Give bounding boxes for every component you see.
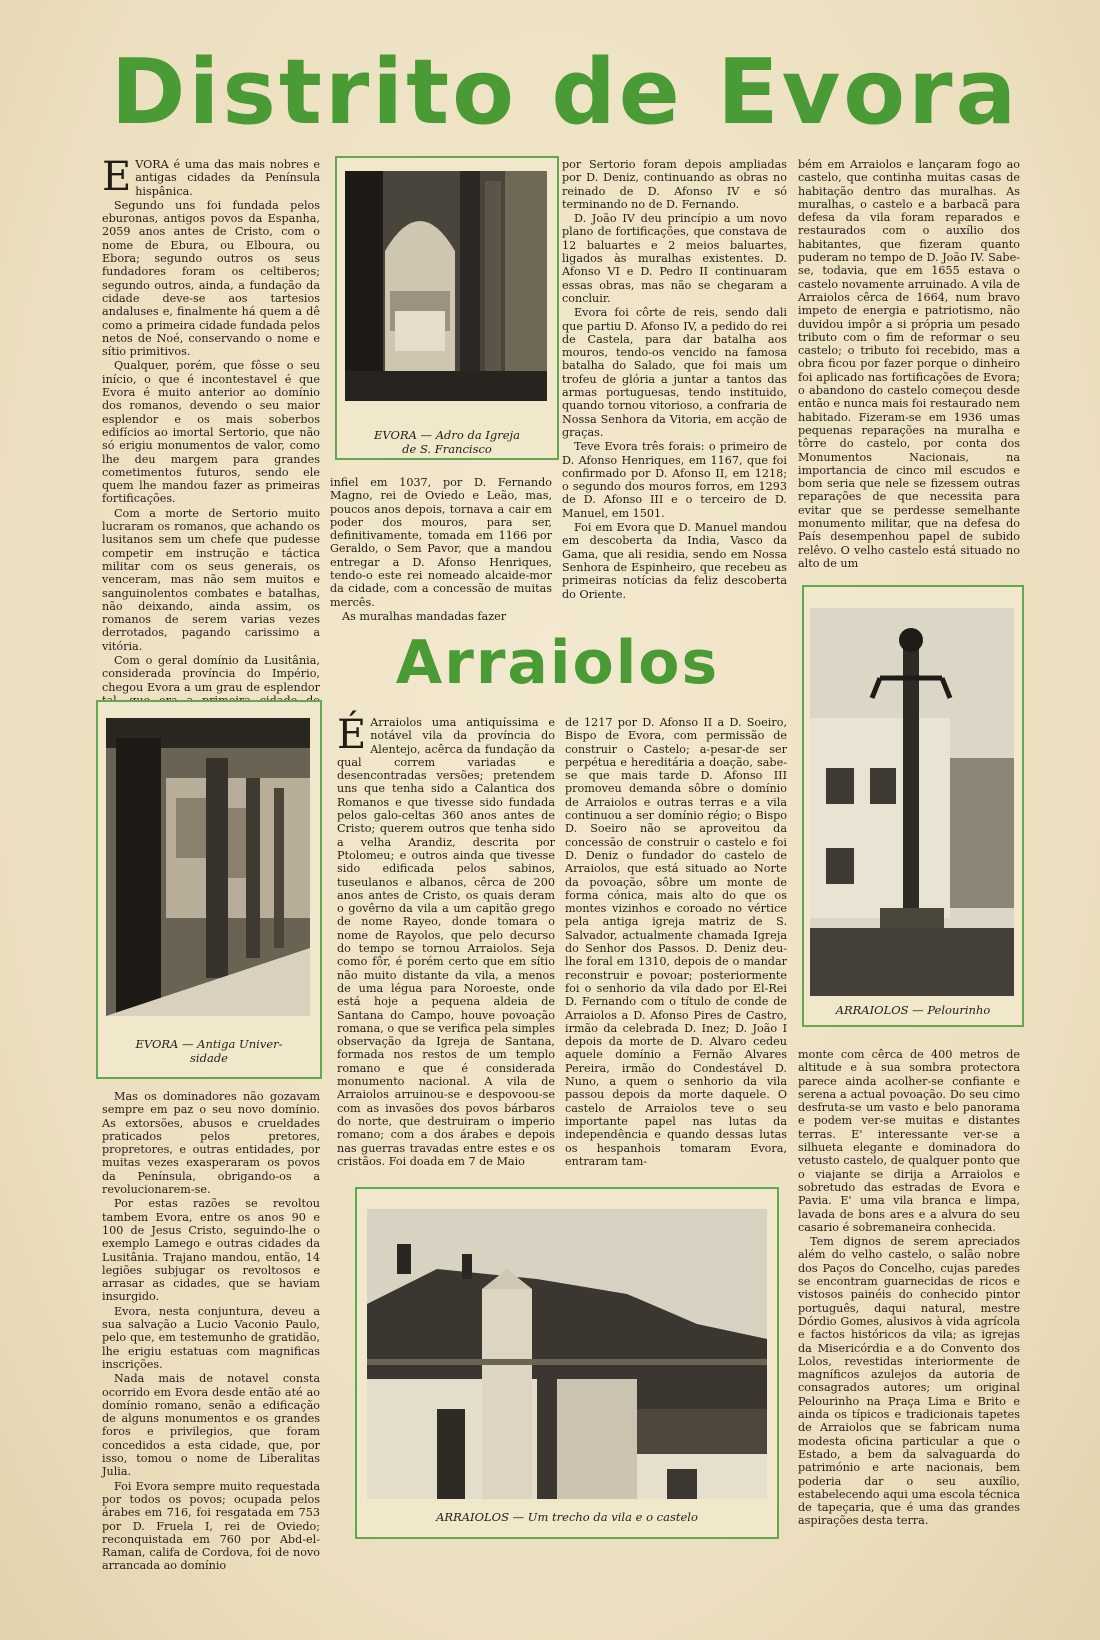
- arraiolos-paragraph-3: monte com cêrca de 400 metros de altitude e à sua sombra protectora parece ainda acolher-se confiante e serena a actual povoação. Do seu cimo desfruta-se um vasto e belo panorama e podem ver-se muitas e distantes terras. E' interessante ver-se a silhueta elegante e dominadora do vetusto castelo, de qualquer ponto que o viajante se dirija a Arraiolos e sobretudo das estradas de Evora e Pavia. E' uma vila branca e limpa, lavada de bons ares e a alvura do seu casario é sobremaneira conhecida.: [798, 1048, 1020, 1234]
- page-title: Distrito de Evora: [110, 40, 1020, 145]
- evora-paragraph-18: bém em Arraiolos e lançaram fogo ao castelo, que continha muitas casas de habitação dentro das muralhas. As muralhas, o castelo e a barbacã para defesa da vila foram reparados e restaurados com o auxílio dos habitantes, que fizeram quanto puderam no tempo de D. João IV. Sabe-se, todavia, que em 1655 estava o castelo novamente arruinado. A vila de Arraiolos cêrca de 1664, num bravo impeto de energia e patriotismo, não duvidou impôr a si própria um pesado tributo com o fim de reformar o seu castelo; o tributo foi recebido, mas a obra ficou por fazer porque o dinheiro foi aplicado nas fortificações de Evora; o abandono do castelo começou desde então e nunca mais foi restaurado nem habitado. Fizeram-se em 1936 umas pequenas reparações na muralha e tôrre do castelo, por conta dos Monumentos Nacionais, na importancia de cinco mil escudos e bom seria que nele se fizessem outras reparações de que necessita para evitar que se perdesse semelhante monumento militar, que na defesa do País desempenhou papel de subido relêvo. O velho castelo está situado no alto de um: [798, 158, 1020, 570]
- photo-pelourinho-image: [810, 608, 1014, 996]
- caption-universidade-line1: EVORA — Antiga Univer-: [135, 1037, 283, 1051]
- evora-paragraph-5: Com o geral domínio da Lusitânia, considerada província do Império, chegou Evora a um grau de esplendor: [102, 653, 320, 694]
- evora-paragraph-17: Foi em Evora que D. Manuel mandou em descoberta da India, Vasco da Gama, que ali residia, sendo em Nossa Senhora de Espinheiro, que recebeu as primeiras notícias da feliz descoberta do Oriente.: [562, 521, 787, 601]
- arraiolos-column-2: [565, 716, 787, 1172]
- caption-adro-line1: EVORA — Adro da Igreja: [374, 428, 520, 442]
- evora-column-4: [798, 158, 1020, 573]
- caption-universidade-line2: sidade: [190, 1051, 228, 1065]
- evora-paragraph-3: Qualquer, porém, que fôsse o seu início, o que é incontestavel é que Evora é muito anterior ao domínio dos romanos, devendo o seu maior esplendor e os mais soberbos edifícios ao imortal Sertorio, que não só erigiu monumentos de valor, como lhe deu margem para grandes cometimentos futuros, sendo ele quem lhe mandou fazer as primeiras fortificações.: [102, 359, 320, 506]
- evora-paragraph-6: Mas os dominadores não gozavam sempre em paz o seu novo domínio. As extorsões, abusos e crueldades praticados pelos pretores, propretores, e outras entidades, por muitas vezes exasperaram os povos da Península, obrigando-os a revolucionarem-se.: [102, 1090, 320, 1197]
- evora-paragraph-1: EVORA é uma das mais nobres e antigas cidades da Península hispânica.: [102, 154, 320, 200]
- arraiolos-paragraph-2: de 1217 por D. Afonso II a D. Soeiro, Bispo de Evora, com permissão de construir o Castelo; a-pesar-de ser perpétua e hereditária a doação, sabe-se que mais tarde D. Afonso III promoveu demanda sôbre o domínio de Arraiolos e outras terras e a vila continuou a ser domínio régio; o Bispo D. Soeiro não se aproveitou da concessão de construir o castelo e foi D. Deniz o fundador do castelo de Arraiolos, que está situado ao Norte da povoação, sôbre um monte de forma cónica, mais alto do que os montes vizinhos e coroado no vértice pela antiga igreja matriz de S. Salvador, actualmente chamada Igreja do Senhor dos Passos. D. Deniz deu-lhe foral em 1310, depois de o mandar reconstruir e povoar; posteriormente foi o senhorio da vila dado por El-Rei D. Fernando com o título de conde de Arraiolos a D. Afonso Pires de Castro, irmão da celebrada D. Inez; D. João I depois da morte de D. Alvaro cedeu aquele domínio a Fernão Alvares Pereira, irmão do Condestável D. Nuno, a quem o senhorio da vila passou depois da morte daquele. O castelo de Arraiolos teve o seu importante papel nas lutas da independência e quando dessas lutas os hespanhois tomaram Evora, entraram tam-: [565, 716, 787, 1168]
- evora-paragraph-10: Foi Evora sempre muito requestada por todos os povos; ocupada pelos árabes em 716, foi resgatada em 753 por D. Fruela I, rei de Oviedo; reconquistada em 760 por Abd-el-Raman, califa de Cordova, foi de novo arrancada ao domínio: [102, 1479, 320, 1573]
- evora-paragraph-11: infiel em 1037, por D. Fernando Magno, rei de Oviedo e Leão, mas, poucos anos depois, tornava a cair em poder dos mouros, para ser, definitivamente, tomada em 1166 por Geraldo, o Sem Pavor, que a mandou entregar a D. Afonso Henriques, tendo-o este rei nomeado alcaide-mor da cidade, com a concessão de muitas mercês.: [330, 476, 552, 609]
- evora-paragraph-14: D. João IV deu princípio a um novo plano de fortificações, que constava de 12 baluartes e 2 meios baluartes, ligados às muralhas existentes. D. Afonso VI e D. Pedro II continuaram essas obras, mas não se chegaram a concluir.: [562, 212, 787, 305]
- caption-adro-line2: de S. Francisco: [402, 442, 492, 456]
- evora-paragraph-7: Por estas razões se revoltou tambem Evora, entre os anos 90 e 100 de Jesus Cristo, seguindo-lhe o exemplo Lamego e outras cidades da Lusitânia. Trajano mandou, então, 14 legiões subjugar os revoltosos e arrasar as cidades, que se haviam insurgido.: [102, 1197, 320, 1304]
- evora-column-1-continued: [102, 1090, 320, 1573]
- arraiolos-column-1: [337, 712, 555, 1172]
- photo-adro-igreja: [335, 156, 559, 460]
- arraiolos-paragraph-1: É Arraiolos uma antiquíssima e notável vila da província do Alentejo, acêrca da fundação da qual correm variadas e desencontradas versões; pretendem uns que tenha sido a Calantica dos Romanos e que tivesse sido fundada pelos galo-celtas 360 anos antes de Cristo; querem outros que tenha sido a velha Arandiz, descrita por Ptolomeu; e outros ainda que tivesse sido edificada pelos sabinos, tuseulanos e albanos, cêrca de 200 anos antes de Cristo, os quais deram o govêrno da vila a um capitão grego de nome Rayeo, donde tomara o nome de Rayolos, que pelo decurso do tempo se tornou Arraiolos. Seja como fôr, é porém certo que em sítio não muito distante da vila, a menos de uma légua para Noroeste, onde está hoje a pequena aldeia de Santana do Campo, houve povoação romana, o que se verifica pela simples observação da Igreja de Santana, formada nos restos de um templo romano e que é considerada monumento nacional. A vila de Arraiolos arruinou-se e despovoou-se com as invasões dos povos bárbaros do norte, que destruiram o imperio romano; com a dos árabes e depois nas guerras travadas entre estes e os cristãos. Foi doada em 7 de Maio: [337, 712, 555, 1168]
- photo-universidade-image: [106, 718, 310, 1016]
- drop-cap: E: [102, 154, 132, 200]
- evora-paragraph-9: Nada mais de notavel consta ocorrido em Evora desde então até ao domínio romano, senão a edificação de alguns monumentos e os grandes foros e privilegios, que foram concedidos a esta cidade, que, por isso, tomou o nome de Liberalitas Julia.: [102, 1372, 320, 1479]
- photo-antiga-universidade: [96, 700, 322, 1079]
- evora-paragraph-12: As muralhas mandadas fazer: [342, 609, 507, 623]
- caption-pelourinho: ARRAIOLOS — Pelourinho: [835, 1003, 991, 1017]
- evora-paragraph-15: Evora foi côrte de reis, sendo dali que partiu D. Afonso IV, a pedido do rei de Castela, para dar batalha aos mouros, tendo-os vencido na famosa batalha do Salado, que foi mais um trofeu de glória a juntar a tantos das armas portuguesas, tendo instituido, quando tornou vitorioso, a confraria de Nossa Senhora da Vitoria, em acção de graças.: [562, 306, 787, 439]
- evora-paragraph-4: Com a morte de Sertorio muito lucraram os romanos, que achando os lusitanos sem um chefe que pudesse competir em instrução e táctica militar com os seus generais, os venceram, mas não sem muitos e sanguinolentos combates e batalhas, não deixando, ainda assim, os romanos de serem varias vezes derrotados, pagando carissimo a vitória.: [102, 506, 320, 653]
- photo-trecho-image: [367, 1209, 767, 1499]
- arraiolos-column-3: [798, 1048, 1020, 1548]
- evora-paragraph-13: por Sertorio foram depois ampliadas por D. Deniz, continuando as obras no reinado de D. Afonso IV e só terminando no de D. Fernando.: [562, 158, 787, 211]
- evora-paragraph-2: Segundo uns foi fundada pelos eburonas, antigos povos da Espanha, 2059 anos antes de Cristo, com o nome de Ebura, ou Elboura, ou Ebora; segundo outros os seus fundadores foram os celtiberos; segundo outros, ainda, a fundação da cidade deve-se aos tartesios andaluses e, finalmente há quem a dê como a primeira cidade fundada pelos netos de Noé, conservando o nome e sítio primitivos.: [102, 198, 320, 359]
- evora-column-2: [330, 476, 552, 626]
- arraiolos-paragraph-4: Tem dignos de serem apreciados além do velho castelo, o salão nobre dos Paços do Concelho, cujas paredes se encontram guarnecidas de ricos e vistosos painéis do conhecido pintor português, daqui natural, mestre Dórdio Gomes, alusivos à vida agrícola e factos históricos da vila; as igrejas da Misericórdia e a do Convento dos Lolos, revestidas interiormente de magníficos azulejos da autoria de consagrados autores; um original Pelourinho na Praça Lima e Brito e ainda os típicos e tradicionais tapetes de Arraiolos que se fabricam numa modesta oficina particular a que o Estado, a bem da salvaguarda do património e arte nacionais, bem poderia dar o seu auxílio, estabelecendo aqui uma escola técnica de tapeçaria, que é uma das grandes aspirações desta terra.: [798, 1235, 1020, 1528]
- caption-trecho: ARRAIOLOS — Um trecho da vila e o castelo: [436, 1510, 698, 1524]
- photo-pelourinho: [802, 585, 1024, 1027]
- photo-trecho-vila-castelo: [355, 1187, 779, 1539]
- section-title-arraiolos: Arraiolos: [395, 628, 720, 698]
- evora-paragraph-8: Evora, nesta conjuntura, deveu a sua salvação a Lucio Vaconio Paulo, pelo que, em testemunho de gratidão, lhe erigiu estatuas com magnificas inscrições.: [102, 1304, 320, 1371]
- evora-paragraph-16: Teve Evora três forais: o primeiro de D. Afonso Henriques, em 1167, que foi confirmado por D. Afonso II, em 1218; o segundo dos mouros forros, em 1293 de D. Afonso III e o terceiro de D. Manuel, em 1501.: [562, 440, 787, 520]
- evora-column-1: [102, 154, 320, 698]
- evora-column-3: [562, 158, 787, 626]
- photo-adro-image: [345, 171, 547, 401]
- drop-cap: É: [337, 712, 367, 758]
